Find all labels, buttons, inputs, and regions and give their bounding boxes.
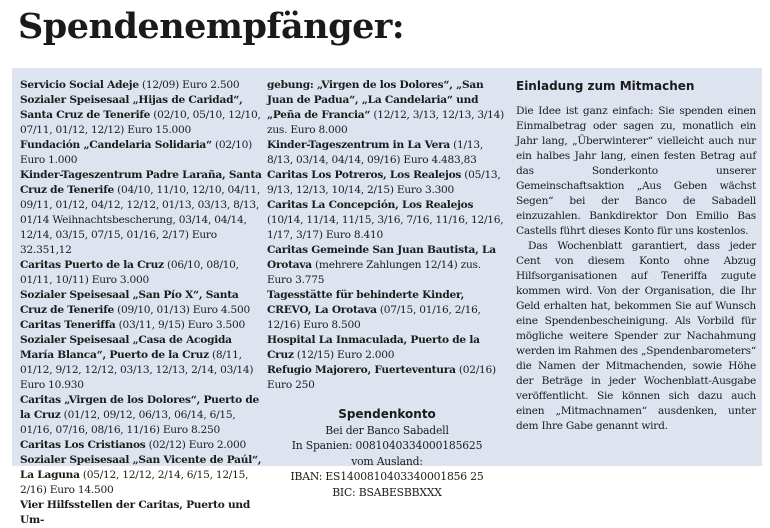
recipient-entry: Caritas Teneriffa (03/11, 9/15) Euro 3.500 (20, 319, 245, 331)
donation-panel (12, 68, 762, 526)
account-heading: Spendenkonto (338, 407, 436, 421)
recipient-entry: Sozialer Speisesaal „San Vicente de Paúl“, La Laguna (05/12, 12/12, 2/14, 6/15, 12/15, 2/16) Euro 14.500 (20, 454, 262, 496)
recipient-entry: Sozialer Speisesaal „Casa de Acogida María Blanca“, Puerto de la Cruz (8/11, 01/12, 9/12, 12/12, 03/13, 12/13, 2/14, 03/14) Euro 10.930 (20, 334, 254, 391)
account-iban: IBAN: ES1400810403340001856 25 (290, 470, 484, 484)
recipient-entry: Hospital La Inmaculada, Puerto de la Cruz (12/15) Euro 2.000 (267, 334, 480, 361)
account-bic: BIC: BSABESBBXXX (332, 485, 442, 499)
account-bank-line: Bei der Banco Sabadell (325, 424, 449, 437)
recipient-entry: Tagesstätte für behinderte Kinder, CREVO, La Orotava (07/15, 01/16, 2/16, 12/16) Euro 8.500 (267, 289, 481, 331)
recipient-list-column-2 (267, 78, 507, 500)
recipient-entry: Kinder-Tageszentrum Padre Laraña, Santa Cruz de Tenerife (04/10, 11/10, 12/10, 04/11, 09/11, 01/12, 04/12, 12/12, 01/13, 03/13, 8/13, 01/14 Weihnachtsbescherung, 03/14, 04/14, 12/14, 03/15, 07/15, 01/16, 2/17) Euro 32.351,12 (20, 169, 262, 256)
recipient-entry: Servicio Social Adeje (12/09) Euro 2.500 (20, 79, 240, 91)
invitation-column (516, 78, 756, 434)
recipient-list-column-1 (20, 78, 267, 528)
recipient-entry: Caritas La Concepción, Los Realejos (10/14, 11/14, 11/15, 3/16, 7/16, 11/16, 12/16, 1/17, 3/17) Euro 8.410 (267, 199, 504, 241)
recipient-entry: Caritas Los Cristianos (02/12) Euro 2.000 (20, 439, 246, 451)
recipient-entry: Caritas Puerto de la Cruz (06/10, 08/10, 01/11, 10/11) Euro 3.000 (20, 259, 239, 286)
recipient-entry: Refugio Majorero, Fuerteventura (02/16) Euro 250 (267, 364, 496, 391)
account-domestic-number: In Spanien: 0081040334000185625 (291, 439, 483, 453)
recipient-entry: Kinder-Tageszentrum in La Vera (1/13, 8/13, 03/14, 04/14, 09/16) Euro 4.483,83 (267, 139, 483, 166)
recipient-entry: Sozialer Speisesaal „Hijas de Caridad“, Santa Cruz de Tenerife (02/10, 05/10, 12/10, 07/11, 01/12, 12/12) Euro 15.000 (20, 94, 261, 136)
invitation-heading: Einladung zum Mitmachen (516, 79, 695, 93)
account-abroad-label: vom Ausland: (351, 454, 423, 468)
recipient-entry: gebung: „Virgen de los Dolores“, „San Juan de Padua“, „La Candelaria“ und „Peña de Francia“ (12/12, 3/13, 12/13, 3/14) zus. Euro 8.000 (267, 79, 505, 136)
page-title: Spendenempfänger: (18, 6, 405, 47)
invitation-paragraph: Die Idee ist ganz einfach: Sie spenden einen Einmalbetrag oder sagen zu, monatlich ein Jahr lang, „Überwinterer“ vielleicht auch nur ein halbes Jahr lang, einen festen Betrag auf das Sonderkonto unserer Gemeinschaftsaktion „Aus Geben wächst Segen“ bei der Banco de Sabadell einzuzahlen. Bankdirektor Don Emilio Bas Castells führt dieses Konto für uns kostenlos. (516, 105, 756, 237)
recipient-entry: Vier Hilfsstellen der Caritas, Puerto und Um- (20, 499, 251, 526)
recipient-entry: Fundación „Candelaria Solidaria“ (02/10) Euro 1.000 (20, 139, 252, 166)
recipient-entry: Caritas Los Potreros, Los Realejos (05/13, 9/13, 12/13, 10/14, 2/15) Euro 3.300 (267, 169, 501, 196)
recipient-entry: Sozialer Speisesaal „San Pío X“, Santa Cruz de Tenerife (09/10, 01/13) Euro 4.500 (20, 289, 251, 316)
recipient-entry: Caritas „Virgen de los Dolores“, Puerto de la Cruz (01/12, 09/12, 06/13, 06/14, 6/15, 01/16, 07/16, 08/16, 11/16) Euro 8.250 (20, 394, 259, 436)
invitation-paragraph: Das Wochenblatt garantiert, dass jeder Cent von diesem Konto ohne Abzug Hilfsorganisationen auf Teneriffa zugute kommen wird. Von der Organisation, die Ihr Geld erhalten hat, bekommen Sie auf Wunsch eine Spendenbescheinigung. Als Vorbild für mögliche weitere Spender zur Nachahmung werden im Rahmen des „Spendenbarometers“ die Namen der Mitmachenden, sowie Höhe der Beträge in jeder Wochenblatt-Ausgabe veröffentlicht. Sie können sich dazu auch einen „Mitmachnamen“ ausdenken, unter dem Ihre Gabe genannt wird. (516, 240, 756, 432)
recipient-entry: Caritas Gemeinde San Juan Bautista, La Orotava (mehrere Zahlungen 12/14) zus. Euro 3.775 (267, 244, 496, 286)
